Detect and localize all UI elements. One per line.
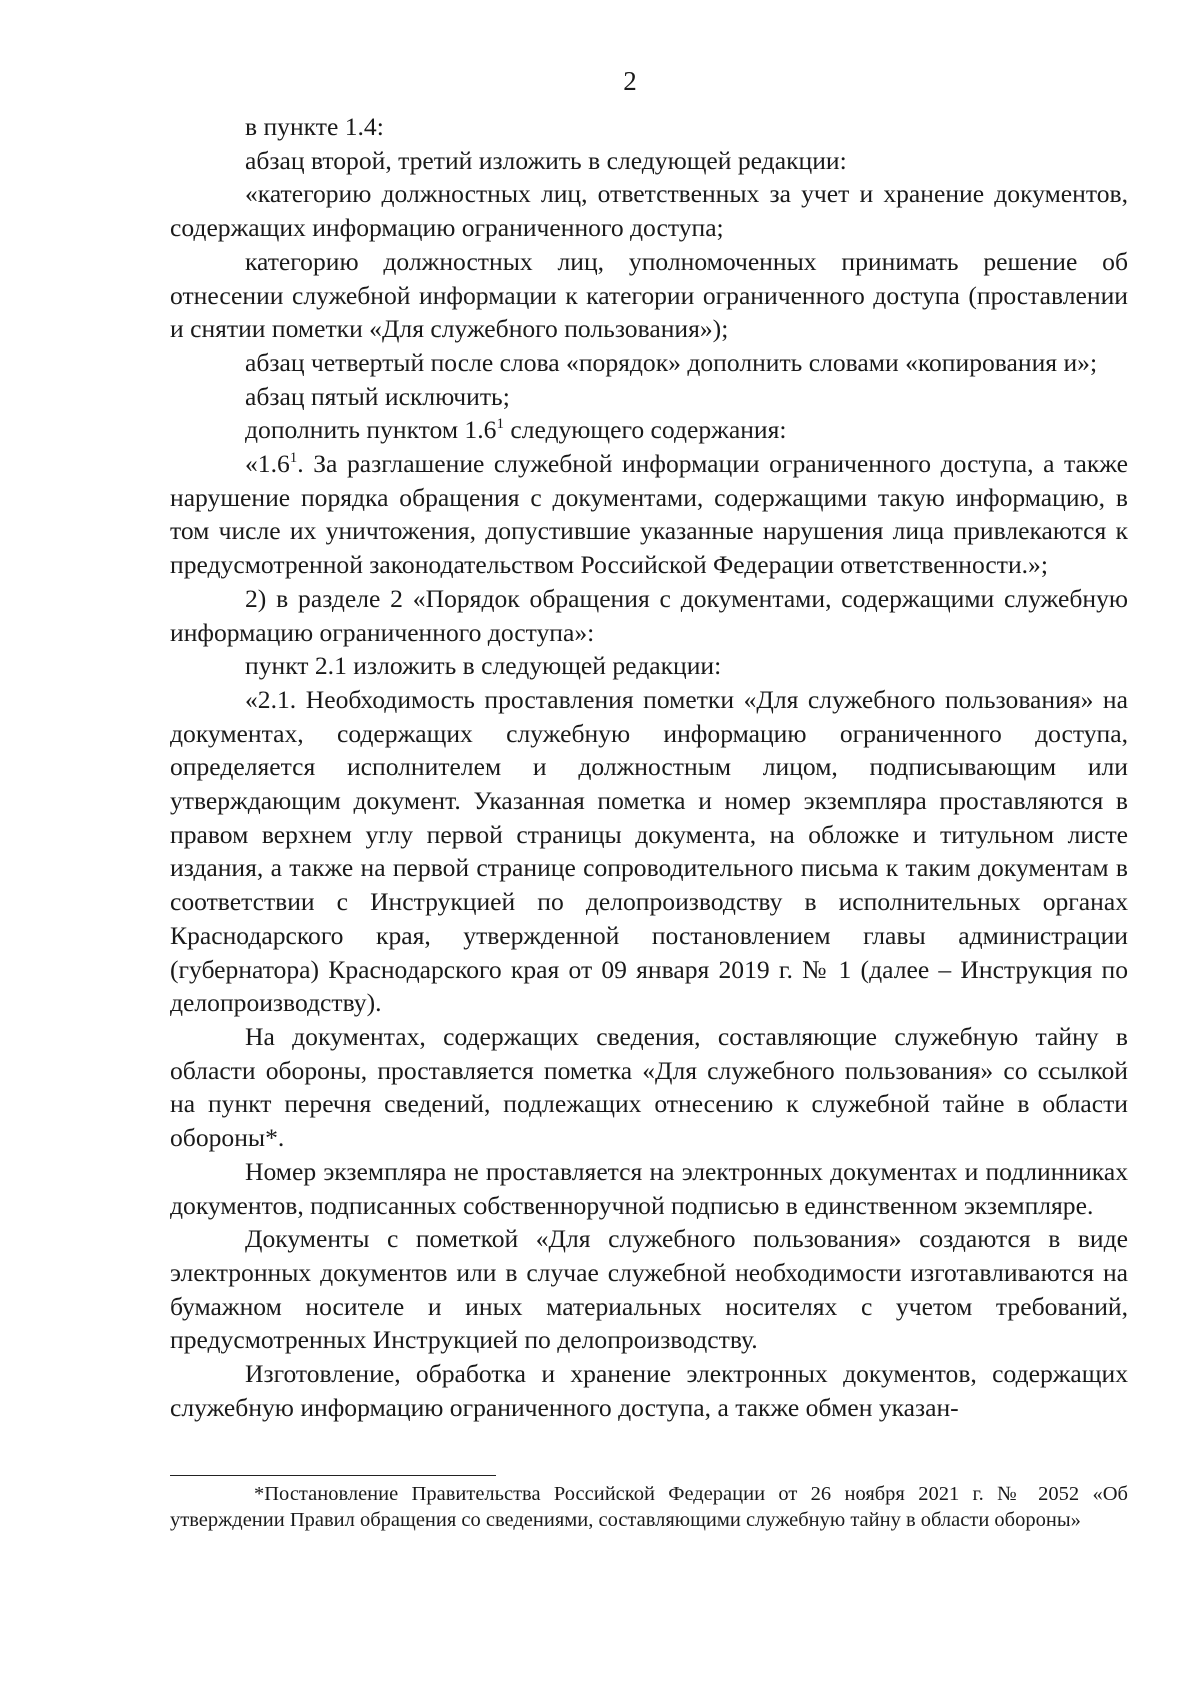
footnote-text: *Постановление Правительства Российской Федерации от 26 ноября 2021 г. № 2052 «Об утверждении Правил обращения со сведениями, составляющими служебную тайну в области обороны» [170, 1483, 1128, 1531]
paragraph-text: дополнить пунктом 1.6 [245, 415, 497, 445]
paragraph: Изготовление, обработка и хранение электронных документов, содержащих служебную информацию ограниченного доступа, а также обмен указан- [170, 1359, 1128, 1422]
paragraph: 2) в разделе 2 «Порядок обращения с документами, содержащими служебную информацию ограниченного доступа»: [170, 583, 1128, 647]
paragraph: Документы с пометкой «Для служебного пользования» создаются в виде электронных документов или в случае служебной необходимости изготавливаются на бумажном носителе и иных материальных носителях с учетом требований, предусмотренных Инструкцией по делопроизводству. [170, 1224, 1128, 1355]
paragraph: пункт 2.1 изложить в следующей редакции: [245, 651, 722, 681]
paragraph: Номер экземпляра не проставляется на электронных документах и подлинниках документов, подписанных собственноручной подписью в единственном экземпляре. [170, 1156, 1128, 1220]
paragraph: абзац пятый исключить; [245, 381, 510, 411]
paragraph: в пункте 1.4: [245, 112, 384, 141]
paragraph [170, 447, 1128, 582]
paragraph-text: следующего содержания: [503, 415, 787, 445]
paragraph: абзац четвертый после слова «порядок» дополнить словами «копирования и»; [245, 347, 1098, 377]
paragraph: На документах, содержащих сведения, составляющие служебную тайну в области обороны, проставляется пометка «Для служебного пользования» со ссылкой на пункт перечня сведений, подлежащих отнесению к служебной тайне в области обороны*. [170, 1021, 1128, 1153]
page-number: 2 [623, 66, 637, 96]
footnote [170, 1481, 1128, 1533]
paragraph [170, 413, 1128, 447]
superscript: 1 [289, 449, 298, 466]
paragraph: «категорию должностных лиц, ответственных за учет и хранение документов, содержащих информацию ограниченного доступа; [170, 179, 1128, 243]
paragraph-text: . За разглашение служебной информации ограниченного доступа, а также нарушение порядка обращения с документами, содержащими такую информацию, в том числе их уничтожения, допустившие указанные нарушения лица привлекаются к предусмотренной законодательством Российской Федерации ответственности.»; [170, 449, 1128, 580]
superscript: 1 [496, 415, 504, 432]
body-text [170, 110, 1128, 1424]
paragraph: абзац второй, третий изложить в следующей редакции: [245, 145, 847, 175]
paragraph: категорию должностных лиц, уполномоченных принимать решение об отнесении служебной информации к категории ограниченного доступа (проставлении и снятии пометки «Для служебного пользования»); [170, 246, 1128, 344]
footnote-divider [170, 1475, 496, 1476]
paragraph-text: «1.6 [245, 449, 290, 479]
paragraph: «2.1. Необходимость проставления пометки «Для служебного пользования» на документах, содержащих служебную информацию ограниченного доступа, определяется исполнителем и должностным лицом, подписывающим или утверждающим документ. Указанная пометка и номер экземпляра проставляются в правом верхнем углу первой страницы документа, на обложке и титульном листе издания, а также на первой странице сопроводительного письма к таким документам в соответствии с Инструкцией по делопроизводству в исполнительных органах Краснодарского края, утвержденной постановлением главы администрации (губернатора) Краснодарского края от 09 января 2019 г. № 1 (далее – Инструкция по делопроизводству). [170, 684, 1128, 1018]
